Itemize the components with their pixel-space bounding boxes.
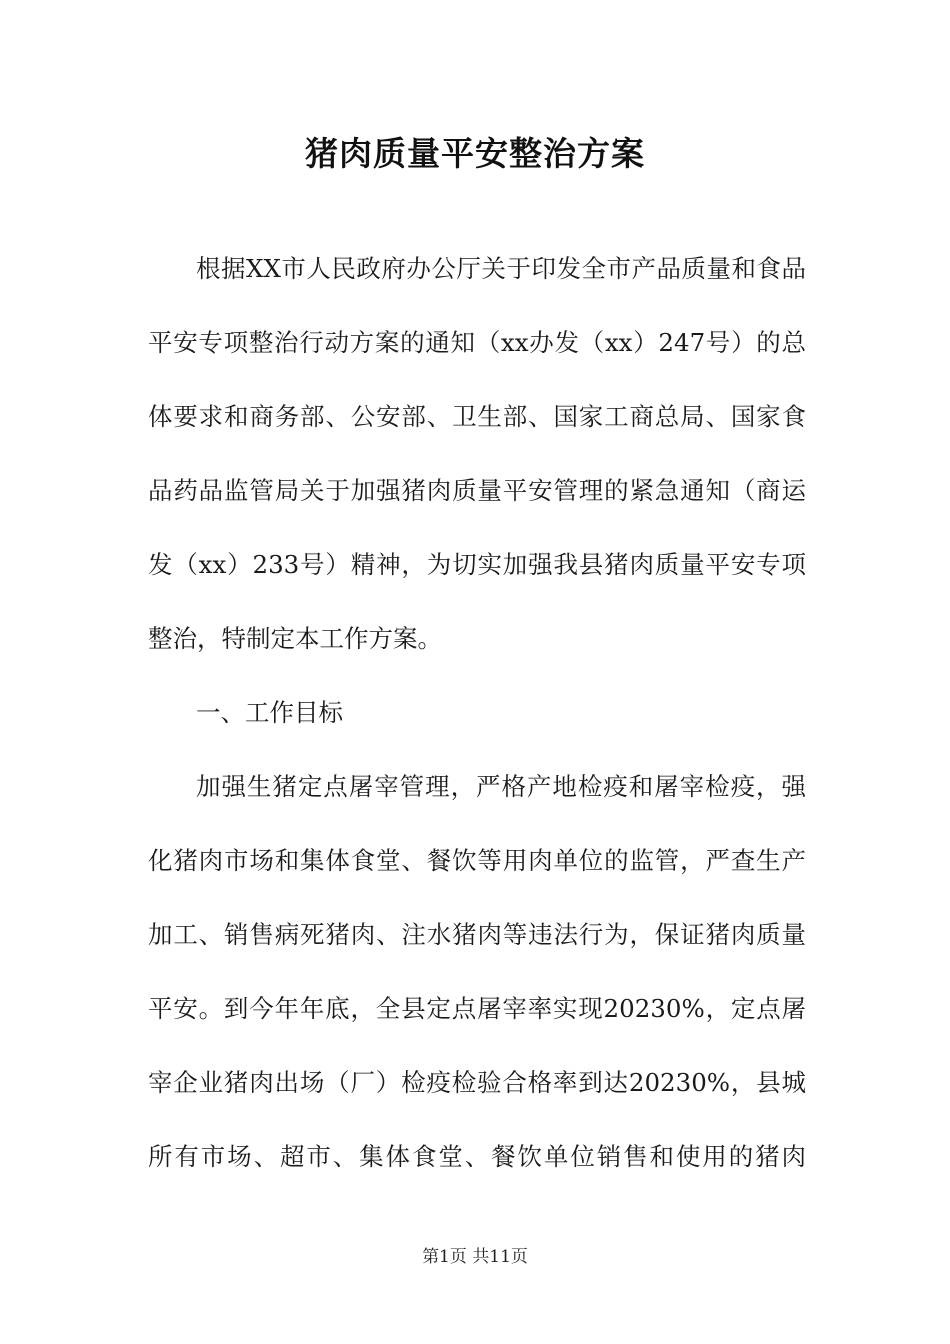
paragraph-2-line-6: 所有市场、超市、集体食堂、餐饮单位销售和使用的猪肉 bbox=[148, 1142, 806, 1171]
section-heading-goals: 一、工作目标 bbox=[196, 698, 343, 727]
paragraph-2-line-2: 化猪肉市场和集体食堂、餐饮等用肉单位的监管，严查生产 bbox=[148, 846, 806, 875]
document-title: 猪肉质量平安整治方案 bbox=[305, 134, 645, 173]
paragraph-2-line-5: 宰企业猪肉出场（厂）检疫检验合格率到达20230%，县城 bbox=[148, 1068, 806, 1097]
paragraph-1-line-6: 整治，特制定本工作方案。 bbox=[148, 624, 442, 653]
paragraph-1-line-2: 平安专项整治行动方案的通知（xx办发（xx）247号）的总 bbox=[148, 328, 806, 357]
paragraph-2-line-4: 平安。到今年年底，全县定点屠宰率实现20230%，定点屠 bbox=[148, 994, 806, 1023]
page-footer: 第1页 共11页 bbox=[422, 1247, 528, 1267]
paragraph-1-line-5: 发（xx）233号）精神，为切实加强我县猪肉质量平安专项 bbox=[148, 550, 806, 579]
paragraph-1-line-3: 体要求和商务部、公安部、卫生部、国家工商总局、国家食 bbox=[148, 402, 806, 431]
paragraph-2-line-1: 加强生猪定点屠宰管理，严格产地检疫和屠宰检疫，强 bbox=[196, 772, 806, 801]
paragraph-1-line-4: 品药品监管局关于加强猪肉质量平安管理的紧急通知（商运 bbox=[148, 476, 806, 505]
paragraph-2-line-3: 加工、销售病死猪肉、注水猪肉等违法行为，保证猪肉质量 bbox=[148, 920, 806, 949]
paragraph-1-line-1: 根据XX市人民政府办公厅关于印发全市产品质量和食品 bbox=[196, 254, 806, 283]
